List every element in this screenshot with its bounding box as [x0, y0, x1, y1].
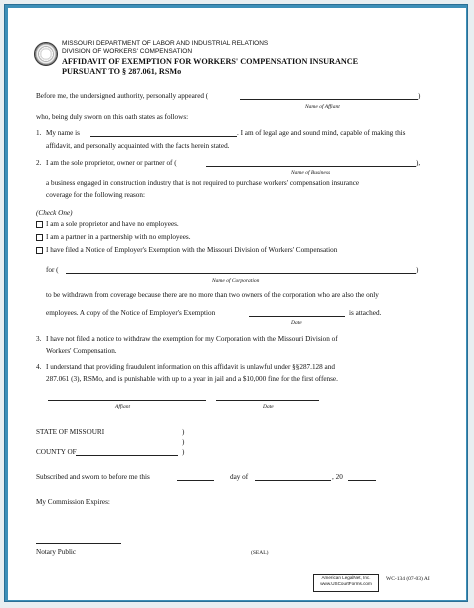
intro-close: ): [418, 92, 421, 100]
for-label: for (: [46, 266, 59, 274]
form-id: WC-134 (07-03) AI: [386, 576, 430, 582]
employees-text-b: is attached.: [349, 309, 382, 317]
paren-3: ): [182, 448, 185, 456]
item1-text-a: My name is: [46, 129, 80, 137]
withdrawn-text: to be withdrawn from coverage because there are no more than two owners of the corporation who are also the only: [46, 291, 379, 299]
county-label: COUNTY OF: [36, 448, 77, 456]
state-seal-icon: [34, 42, 58, 66]
legalnet-line1: American LegalNet, Inc.: [321, 575, 371, 580]
business-label: Name of Business: [291, 170, 331, 176]
county-field[interactable]: [76, 455, 178, 456]
item2-num: 2.: [36, 159, 42, 167]
corporation-label: Name of Corporation: [212, 278, 260, 284]
seal-label: (SEAL): [251, 550, 269, 556]
form-title: AFFIDAVIT OF EXEMPTION FOR WORKERS' COMPENSATION INSURANCE: [62, 57, 359, 66]
check-one-label: (Check One): [36, 209, 73, 217]
for-close: ): [416, 266, 419, 274]
item2-text-c: coverage for the following reason:: [46, 191, 145, 199]
affiant-signature-field[interactable]: [48, 400, 206, 401]
notary-signature-field[interactable]: [36, 543, 121, 544]
option2-checkbox[interactable]: [36, 234, 43, 241]
notary-label: Notary Public: [36, 548, 77, 556]
option3-label: I have filed a Notice of Employer's Exemption with the Missouri Division of Workers' Compensation: [46, 246, 338, 254]
document-page: [8, 8, 466, 600]
intro-text: Before me, the undersigned authority, personally appeared (: [36, 92, 209, 100]
item3-text-b: Workers' Compensation.: [46, 347, 117, 355]
month-field[interactable]: [255, 480, 331, 481]
option3-checkbox[interactable]: [36, 247, 43, 254]
commission-label: My Commission Expires:: [36, 498, 110, 506]
dept-name: MISSOURI DEPARTMENT OF LABOR AND INDUSTRIAL RELATIONS: [62, 40, 269, 47]
paren-2: ): [182, 438, 185, 446]
item4-num: 4.: [36, 363, 42, 371]
my-name-field[interactable]: [90, 136, 237, 137]
day-field[interactable]: [177, 480, 214, 481]
option1-label: I am a sole proprietor and have no employees.: [46, 220, 179, 228]
option1-checkbox[interactable]: [36, 221, 43, 228]
year-field[interactable]: [348, 480, 376, 481]
item1-text-c: affidavit, and personally acquainted with the facts herein stated.: [46, 142, 230, 150]
option2-label: I am a partner in a partnership with no employees.: [46, 233, 191, 241]
exemption-date-field[interactable]: [249, 316, 345, 317]
division-name: DIVISION OF WORKERS' COMPENSATION: [62, 48, 193, 55]
state-label: STATE OF MISSOURI: [36, 428, 105, 436]
paren-1: ): [182, 428, 185, 436]
affiant-name-field[interactable]: [240, 99, 418, 100]
subscribed-text-c: , 20: [332, 473, 343, 481]
affiant-sig-label: Affiant: [115, 404, 130, 410]
signature-date-label: Date: [263, 404, 274, 410]
signature-date-field[interactable]: [216, 400, 319, 401]
item2-text-b: a business engaged in construction industry that is not required to purchase workers' compensation insurance: [46, 179, 360, 187]
duly-sworn-text: who, being duly sworn on this oath states as follows:: [36, 113, 189, 121]
legalnet-box: [313, 574, 379, 592]
form-subtitle: PURSUANT TO § 287.061, RSMo: [62, 67, 182, 76]
item3-num: 3.: [36, 335, 42, 343]
employees-text-a: employees. A copy of the Notice of Employer's Exemption: [46, 309, 216, 317]
item2-text-a: I am the sole proprietor, owner or partner of (: [46, 159, 177, 167]
subscribed-text-b: day of: [230, 473, 249, 481]
item4-text-a: I understand that providing fraudulent information on this affidavit is unlawful under §§287.128 and: [46, 363, 335, 371]
legalnet-line2: www.USCourtForms.com: [320, 580, 372, 586]
item1-num: 1.: [36, 129, 42, 137]
business-name-field[interactable]: [206, 166, 416, 167]
item1-text-b: . I am of legal age and sound mind, capable of making this: [237, 129, 406, 137]
item4-text-b: 287.061 (3), RSMo, and is punishable with up to a year in jail and a $10,000 fine for the first offense.: [46, 375, 338, 383]
exemption-date-label: Date: [291, 320, 302, 326]
subscribed-text-a: Subscribed and sworn to before me this: [36, 473, 150, 481]
item2-close: ),: [416, 159, 421, 167]
item3-text-a: I have not filed a notice to withdraw the exemption for my Corporation with the Missouri Division of: [46, 335, 338, 343]
affiant-label: Name of Affiant: [305, 104, 340, 110]
corporation-name-field[interactable]: [66, 273, 416, 274]
